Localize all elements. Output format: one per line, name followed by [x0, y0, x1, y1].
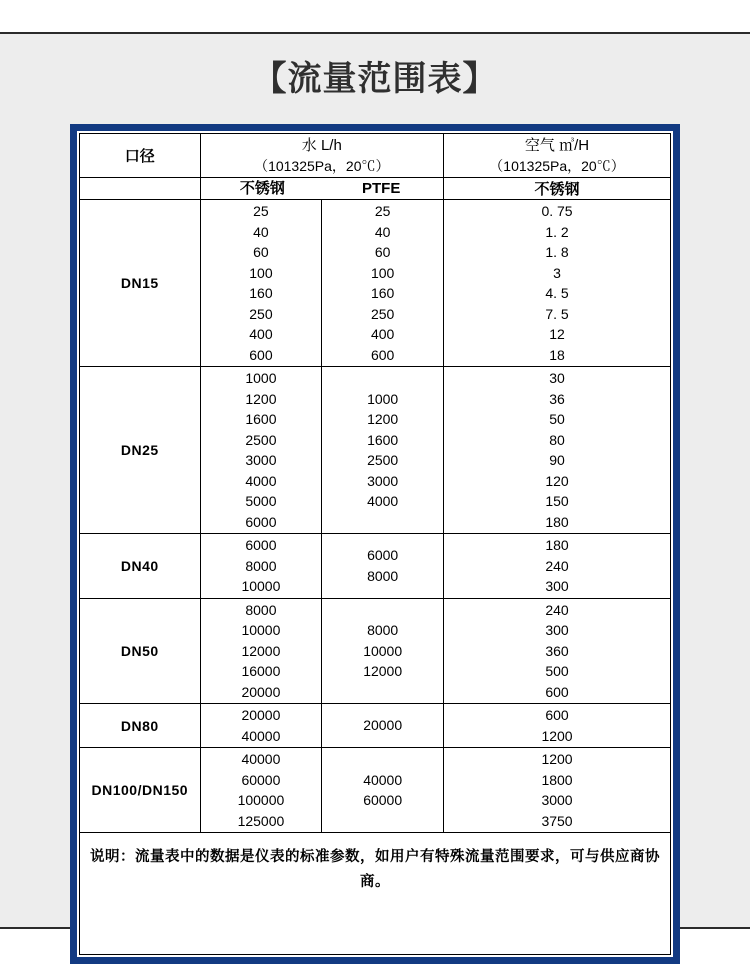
value-line: 40000	[363, 771, 403, 788]
value-line: 8000	[367, 567, 399, 584]
value-line: 6000	[367, 547, 399, 564]
value-line: 1000	[367, 390, 399, 407]
value-line: 60	[253, 244, 269, 260]
header-empty-cell	[80, 178, 201, 200]
value-line: 60	[374, 244, 391, 260]
value-line: 3000	[541, 792, 573, 808]
value-line: 8000	[245, 557, 277, 574]
value-line: 7. 5	[545, 305, 569, 322]
value-line: 5000	[245, 493, 277, 509]
diameter-cell: DN100/DN150	[80, 748, 201, 833]
value-line: 0. 75	[541, 203, 573, 219]
air-stainless-cell	[444, 534, 671, 599]
value-line: 100000	[237, 792, 285, 808]
value-line: 12	[549, 326, 565, 342]
value-line: 600	[545, 707, 569, 723]
value-line: 500	[545, 663, 569, 679]
flow-table-body	[80, 200, 671, 833]
header-diameter: 口径	[80, 134, 201, 178]
air-stainless-cell	[444, 748, 671, 833]
value-line: 16000	[241, 663, 281, 679]
value-line: 1600	[245, 411, 277, 427]
water-ptfe-cell	[322, 367, 444, 534]
page-title: 【流量范围表】	[252, 60, 498, 98]
value-line: 3750	[541, 812, 573, 829]
air-stainless-cell	[444, 367, 671, 534]
value-line: 120	[545, 472, 569, 489]
value-line: 25	[253, 203, 269, 219]
water-ptfe-cell	[322, 748, 444, 833]
value-line: 360	[545, 642, 569, 659]
value-line: 10000	[241, 578, 281, 594]
value-line: 1200	[541, 751, 573, 767]
value-line: 40000	[241, 751, 281, 767]
value-line: 160	[370, 285, 395, 301]
diameter-cell: DN80	[80, 704, 201, 748]
header-water-group	[200, 134, 443, 178]
value-line: 125000	[237, 812, 285, 829]
value-line: 80	[549, 431, 565, 448]
diameter-cell: DN25	[80, 367, 201, 534]
header-water-title: 水 L/h	[301, 136, 342, 154]
value-line: 300	[545, 578, 569, 594]
value-line: 10000	[363, 642, 403, 659]
value-line: 150	[545, 493, 569, 509]
value-line: 40	[253, 223, 269, 240]
value-line: 40	[374, 223, 391, 240]
note-row	[80, 833, 671, 955]
water-ptfe-cell	[322, 200, 444, 367]
value-line: 250	[370, 305, 395, 322]
value-line: 50	[549, 411, 565, 427]
note-text: 说明：流量表中的数据是仪表的标准参数，如用户有特殊流量范围要求，可与供应商协商。	[80, 833, 671, 955]
value-line: 1200	[541, 727, 573, 744]
header-water-materials	[200, 178, 443, 200]
header-air-stainless: 不锈钢	[444, 178, 671, 200]
diameter-cell: DN15	[80, 200, 201, 367]
header-air-condition: （101325Pa，20℃）	[489, 157, 625, 174]
value-line: 3	[553, 264, 561, 281]
value-line: 3000	[245, 452, 277, 468]
air-stainless-cell	[444, 704, 671, 748]
value-line: 250	[249, 305, 273, 322]
value-line: 36	[549, 390, 565, 407]
value-line: 600	[545, 683, 569, 700]
table-row	[80, 748, 671, 833]
value-line: 20000	[363, 717, 403, 734]
value-line: 1800	[541, 771, 573, 788]
value-line: 60000	[241, 771, 281, 788]
value-line: 600	[370, 346, 395, 363]
header-air-title: 空气 ㎥/H	[524, 136, 590, 154]
header-row-units	[80, 134, 671, 178]
value-line: 30	[549, 370, 565, 386]
water-ptfe-cell	[322, 598, 444, 704]
value-line: 3000	[367, 472, 399, 489]
value-line: 20000	[241, 707, 281, 723]
value-line: 2500	[245, 431, 277, 448]
water-ptfe-cell	[322, 534, 444, 599]
header-water-stainless: 不锈钢	[239, 179, 285, 197]
header-water-condition: （101325Pa，20℃）	[254, 157, 390, 174]
header-air-group	[444, 134, 671, 178]
value-line: 4000	[245, 472, 277, 489]
value-line: 400	[249, 326, 273, 342]
value-line: 8000	[245, 601, 277, 618]
value-line: 1. 2	[545, 223, 569, 240]
value-line: 180	[545, 513, 569, 530]
flow-range-table	[79, 133, 671, 955]
value-line: 1. 8	[545, 244, 569, 260]
water-stainless-cell	[200, 704, 322, 748]
value-line: 4000	[367, 493, 399, 509]
value-line: 12000	[363, 663, 403, 679]
table-row	[80, 534, 671, 599]
page-band	[0, 32, 750, 929]
value-line: 240	[545, 557, 569, 574]
value-line: 6000	[245, 537, 277, 553]
table-row	[80, 704, 671, 748]
value-line: 12000	[241, 642, 281, 659]
water-stainless-cell	[200, 200, 322, 367]
value-line: 25	[374, 203, 391, 219]
value-line: 160	[249, 285, 273, 301]
water-stainless-cell	[200, 748, 322, 833]
value-line: 4. 5	[545, 285, 569, 301]
value-line: 90	[549, 452, 565, 468]
value-line: 100	[249, 264, 273, 281]
air-stainless-cell	[444, 200, 671, 367]
diameter-cell: DN50	[80, 598, 201, 704]
value-line: 240	[545, 601, 569, 618]
value-line: 1600	[367, 431, 399, 448]
value-line: 1200	[367, 411, 399, 427]
water-stainless-cell	[200, 534, 322, 599]
value-line: 100	[370, 264, 395, 281]
value-line: 180	[545, 537, 569, 553]
value-line: 60000	[363, 792, 403, 808]
value-line: 1000	[245, 370, 277, 386]
value-line: 2500	[367, 452, 399, 468]
value-line: 600	[249, 346, 273, 363]
value-line: 8000	[367, 622, 399, 638]
value-line: 1200	[245, 390, 277, 407]
value-line: 6000	[245, 513, 277, 530]
value-line: 18	[549, 346, 565, 363]
flow-range-table-frame	[70, 124, 680, 964]
value-line: 400	[370, 326, 395, 342]
air-stainless-cell	[444, 598, 671, 704]
header-water-ptfe: PTFE	[362, 179, 401, 197]
water-ptfe-cell	[322, 704, 444, 748]
value-line: 20000	[241, 683, 281, 700]
table-row	[80, 367, 671, 534]
header-row-materials	[80, 178, 671, 200]
value-line: 10000	[241, 622, 281, 638]
value-line: 300	[545, 622, 569, 638]
table-row	[80, 598, 671, 704]
water-stainless-cell	[200, 598, 322, 704]
table-row	[80, 200, 671, 367]
water-stainless-cell	[200, 367, 322, 534]
value-line: 40000	[241, 727, 281, 744]
diameter-cell: DN40	[80, 534, 201, 599]
